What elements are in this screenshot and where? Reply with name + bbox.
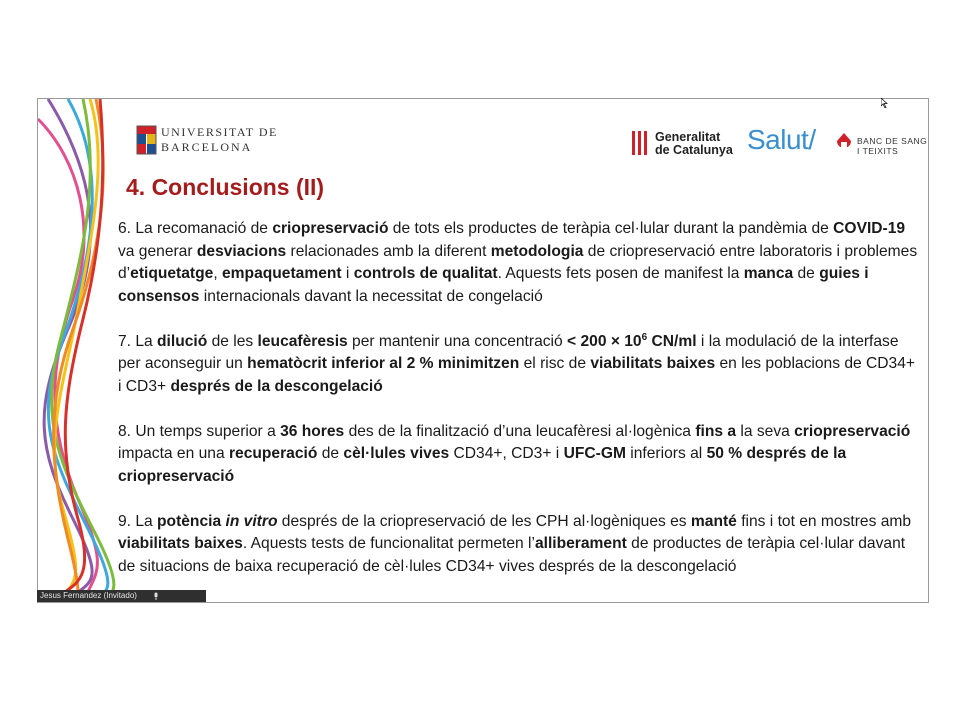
text-segment: i la modulació de la interfase per aconseguir un [118, 332, 899, 372]
text-segment: in vitro [225, 512, 278, 530]
text-segment: leucafèresis [257, 332, 348, 350]
text-segment: manté [690, 512, 737, 530]
text-segment: CD34+, CD3+ i [449, 445, 564, 462]
conclusion-paragraph [118, 421, 918, 489]
text-segment: fins a [695, 422, 737, 440]
text-segment: controls de qualitat [353, 265, 498, 282]
text-segment: viabilitats baixes [118, 535, 243, 552]
conclusion-paragraph [118, 511, 918, 579]
generalitat-line2: de Catalunya [655, 143, 733, 157]
text-segment: va generar [118, 242, 197, 260]
text-segment: i [341, 265, 354, 282]
text-segment: de [317, 445, 344, 462]
text-segment: 6. La recomanació de [118, 220, 273, 237]
text-segment: etiquetatge [130, 265, 214, 282]
mic-icon[interactable] [152, 592, 160, 600]
text-segment: després de la descongelació [170, 377, 383, 395]
text-segment: criopreservació [272, 220, 389, 237]
text-segment: 7. La [118, 332, 158, 350]
conclusion-paragraph [118, 218, 918, 308]
text-segment: < 200 × 10 [567, 332, 642, 350]
banc-sang-line2: I TEIXITS [857, 146, 899, 156]
text-segment: inferiors al [625, 445, 707, 462]
text-segment: viabilitats baixes [590, 355, 716, 372]
text-segment: després de la criopreservació de les CPH al·logèniques es [277, 512, 691, 530]
presentation-slide [37, 98, 929, 603]
text-segment: de [793, 265, 820, 282]
conclusions-body [118, 218, 918, 601]
text-segment: COVID-19 [833, 220, 906, 237]
text-segment: recuperació [228, 445, 318, 462]
text-segment: relacionades amb la diferent [286, 242, 491, 260]
text-segment: 8. Un temps superior a [118, 422, 281, 440]
text-segment: el risc de [519, 355, 591, 372]
text-segment: internacionals davant la necessitat de congelació [199, 287, 543, 305]
text-segment: . Aquests fets posen de manifest la [497, 265, 744, 282]
text-segment: desviacions [196, 242, 287, 260]
text-segment: de productes de teràpia cel·lular davant de situacions de baixa recuperació de cèl·lules CD34+ vives després de la descongelació [118, 535, 906, 575]
text-segment: criopreservació [794, 422, 911, 440]
text-segment: impacta en una [118, 445, 229, 462]
generalitat-line1: Generalitat [655, 130, 721, 144]
text-segment: fins i tot en mostres amb [736, 512, 912, 530]
text-segment: guies i consensos [118, 265, 869, 305]
text-segment: dilució [157, 332, 208, 350]
slide-title: 4. Conclusions (II) [126, 174, 325, 200]
text-segment: empaquetament [222, 265, 342, 282]
text-segment: metodologia [490, 242, 584, 260]
cursor-icon [881, 98, 889, 108]
decorative-ribbons [38, 99, 118, 602]
text-segment: UFC-GM [563, 445, 626, 462]
text-segment: cèl·lules vives [343, 445, 450, 462]
text-segment: la seva [736, 422, 795, 440]
text-segment: 6 [641, 331, 648, 343]
text-segment: des de la finalització d’una leucafèresi al·logènica [344, 422, 696, 440]
text-segment: manca [743, 265, 794, 282]
text-segment: alliberament [534, 535, 627, 552]
text-segment: , [213, 265, 222, 282]
text-segment: 36 hores [280, 422, 345, 440]
participant-name: Jesus Fernandez (Invitado) [40, 591, 137, 600]
text-segment: . Aquests tests de funcionalitat permeten l’ [242, 535, 535, 552]
text-segment: per mantenir una concentració [347, 332, 568, 350]
participant-name-bar [37, 590, 206, 602]
banc-sang-line1: BANC DE SANG [857, 136, 928, 146]
text-segment: de criopreservació entre laboratoris i problemes d’ [118, 242, 918, 282]
text-segment: 50 % després de la criopreservació [118, 445, 847, 485]
text-segment: de les [207, 332, 258, 350]
text-segment: de tots els productes de teràpia cel·lular durant la pandèmia de [388, 220, 834, 237]
generalitat-flag-icon [630, 131, 650, 155]
salut-logo: Salut/ [747, 124, 816, 155]
text-segment: potència [157, 512, 222, 530]
conclusion-paragraph [118, 331, 918, 399]
university-name-line1: UNIVERSITAT DE [161, 125, 278, 139]
university-shield-icon [136, 125, 157, 155]
university-name-line2: BARCELONA [161, 140, 253, 154]
banc-sang-icon [835, 132, 853, 154]
text-segment: CN/ml [647, 332, 697, 350]
text-segment: 9. La [118, 512, 158, 530]
text-segment: hematòcrit inferior al 2 % minimitzen [247, 355, 520, 372]
text-segment: en les poblacions de CD34+ i CD3+ [118, 355, 915, 395]
